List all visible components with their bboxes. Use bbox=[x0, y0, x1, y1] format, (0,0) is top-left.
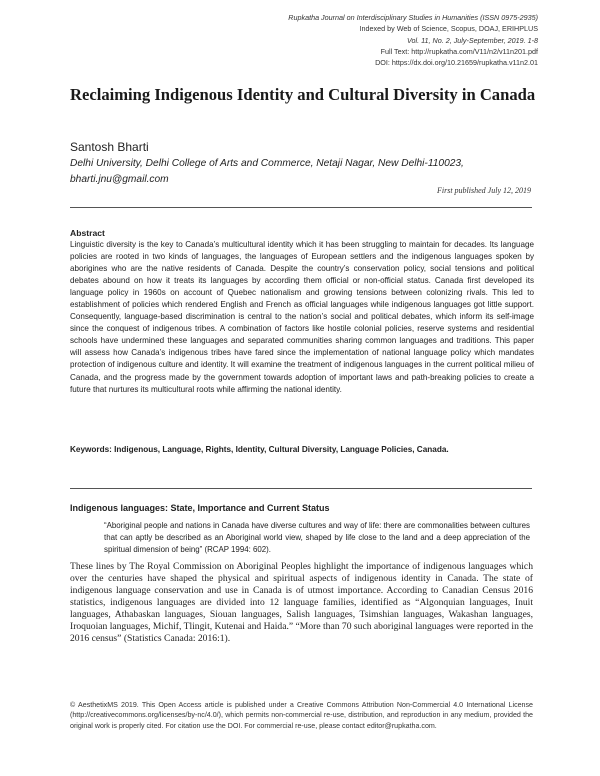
divider-bottom bbox=[70, 488, 532, 489]
keywords: Keywords: Indigenous, Language, Rights, Identity, Cultural Diversity, Language Policies, Canada. bbox=[70, 445, 449, 454]
body-paragraph: These lines by The Royal Commission on Aboriginal Peoples highlight the importance of indigenous languages which over the centuries have shaped the physical and spiritual aspects of indigenous identity in Canada. The state of indigenous language conservation and use in Canada is of utmost importance. According to Canadian Census 2016 statistics, indigenous languages are divided into 12 language families, identified as “Algonquian languages, Inuit languages, Athabaskan languages, Siouan languages, Salish languages, Tsimshian languages, Wakashan languages, Iroquoian languages, Michif, Tlingit, Kutenai and Haida.” “More than 70 such aboriginal languages were reported in the 2016 census” (Statistics Canada: 2016:1). bbox=[70, 561, 533, 645]
doi-link[interactable]: DOI: https://dx.doi.org/10.21659/rupkatha.v11n2.01 bbox=[375, 58, 538, 68]
author-email[interactable]: bharti.jnu@gmail.com bbox=[70, 174, 169, 185]
author-affiliation bbox=[70, 156, 540, 188]
section-heading: Indigenous languages: State, Importance and Current Status bbox=[70, 503, 330, 513]
volume-issue: Vol. 11, No. 2, July-September, 2019. 1-8 bbox=[406, 35, 538, 45]
abstract-text: Linguistic diversity is the key to Canada’s multicultural identity which it has been struggling to maintain for decades. Its language policies are rooted in two kinds of languages, the languages of European settlers and the indigenous languages spoken by aborigines who are the native residents of Canada. Despite the country’s conservation policy, social tensions and political debates abound on how it treats its languages by according them official or non-official status. Canada first developed its language policy in 1960s on account of Quebec nationalism and growing tensions between colonizing rivals. This led to establishment of policies which rendered English and French as official languages while indigenous languages got little support. Consequently, language-based discrimination is central to the nation’s social and political debates, which inform its self-image since the conquest of indigenous tribes. A combination of factors like hostile colonial policies, reserve systems and residential schools have undermined these languages and separated communities sharing common languages and traditions. This paper will assess how Canada’s indigenous tribes have fared since the implementation of national language policy which mandates protection of indigenous culture and identity. It will examine the treatment of indigenous languages in the current political milieu of Canada, and the progress made by the government towards adoption of important laws and path-breaking policies to create a future that nurtures its multicultural roots while affirming the national identity. bbox=[70, 240, 534, 394]
abstract-heading: Abstract bbox=[70, 228, 105, 238]
journal-name: Rupkatha Journal on Interdisciplinary Studies in Humanities (ISSN 0975-2935) bbox=[288, 13, 538, 22]
divider-top bbox=[70, 207, 532, 208]
block-quote: “Aboriginal people and nations in Canada have diverse cultures and way of life: there are commonalities between cultures that can aptly be described as an Aboriginal world view, shaped by life close to the land and a deep appreciation of the spiritual dimension of being” (RCAP 1994: 602). bbox=[104, 521, 530, 554]
affiliation-text: Delhi University, Delhi College of Arts and Commerce, Netaji Nagar, New Delhi-110023, bbox=[70, 158, 464, 169]
author-name: Santosh Bharti bbox=[70, 140, 149, 154]
journal-header bbox=[158, 12, 538, 68]
license-footnote: © AesthetixMS 2019. This Open Access article is published under a Creative Commons Attribution Non-Commercial 4.0 International License (http://creativecommons.org/licenses/by-nc/4.0/), which permits non-commercial re-use, distribution, and reproduction in any medium, provided the original work is properly cited. For citation use the DOI. For commercial re-use, please contact editor@rupkatha.com. bbox=[70, 701, 533, 730]
full-text-link[interactable]: Full Text: http://rupkatha.com/V11/n2/v11n201.pdf bbox=[380, 46, 538, 56]
indexing-info: Indexed by Web of Science, Scopus, DOAJ, ERIHPLUS bbox=[359, 24, 538, 34]
article-title: Reclaiming Indigenous Identity and Cultural Diversity in Canada bbox=[70, 85, 536, 104]
first-published-date: First published July 12, 2019 bbox=[437, 186, 531, 195]
